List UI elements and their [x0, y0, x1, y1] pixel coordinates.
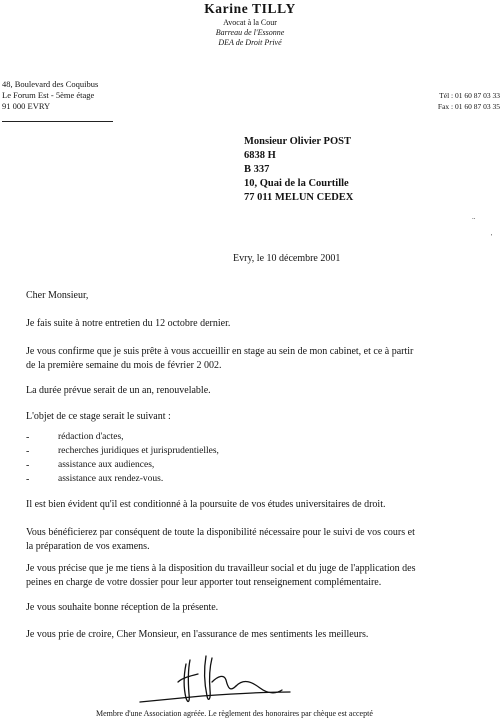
- recipient-line: 77 011 MELUN CEDEX: [244, 192, 354, 203]
- paragraph: Je vous souhaite bonne réception de la présente.: [26, 602, 219, 613]
- paragraph-line: peines en charge de votre dossier pour leur apporter tout renseignement complémentaire.: [26, 577, 382, 588]
- list-item: rédaction d'actes,: [58, 432, 124, 442]
- paragraph-line: la préparation de vos examens.: [26, 541, 150, 552]
- paragraph-line: Je vous confirme que je suis prête à vous accueillir en stage au sein de mon cabinet, et ce à partir: [26, 346, 414, 357]
- list-item: assistance aux rendez-vous.: [58, 474, 164, 484]
- letterhead-title: Avocat à la Cour: [223, 18, 277, 27]
- list-bullet: -: [26, 460, 30, 471]
- recipient-line: 6838 H: [244, 150, 276, 161]
- recipient-line: B 337: [244, 164, 270, 175]
- list-item: assistance aux audiences,: [58, 460, 155, 470]
- paragraph: La durée prévue serait de un an, renouvelable.: [26, 385, 211, 396]
- paragraph: Je fais suite à notre entretien du 12 octobre dernier.: [26, 318, 231, 329]
- list-item: recherches juridiques et jurisprudentielles,: [58, 446, 219, 456]
- recipient-line: Monsieur Olivier POST: [244, 136, 351, 147]
- signature: [120, 652, 380, 710]
- list-bullet: -: [26, 446, 30, 457]
- sender-address-line: 91 000 EVRY: [2, 101, 51, 111]
- salutation: Cher Monsieur,: [26, 290, 89, 301]
- sender-address-line: 48, Boulevard des Coquibus: [2, 79, 99, 89]
- paragraph: L'objet de ce stage serait le suivant :: [26, 411, 171, 422]
- footer-note: Membre d'une Association agréée. Le règlement des honoraires par chèque est accepté: [96, 709, 373, 718]
- paragraph-line: de la première semaine du mois de février 2 002.: [26, 360, 222, 371]
- letterhead-name: Karine TILLY: [204, 1, 296, 16]
- paragraph: Il est bien évident qu'il est conditionné à la poursuite de vos études universitaires de droit.: [26, 499, 386, 510]
- phone-number: Tél : 01 60 87 03 33: [439, 91, 500, 100]
- letterhead-bar: Barreau de l'Essonne: [215, 28, 285, 37]
- sender-address-line: Le Forum Est - 5ème étage: [2, 90, 95, 100]
- list-bullet: -: [26, 432, 30, 443]
- scan-mark: ..: [472, 213, 476, 221]
- sender-divider: [2, 121, 113, 122]
- letter-date: Evry, le 10 décembre 2001: [233, 253, 341, 264]
- paragraph-line: Je vous précise que je me tiens à la disposition du travailleur social et du juge de l'application des: [26, 563, 416, 574]
- letterhead-degree: DEA de Droit Privé: [218, 38, 282, 47]
- paragraph-line: Vous bénéficierez par conséquent de toute la disponibilité nécessaire pour le suivi de vos cours et: [26, 527, 415, 538]
- fax-number: Fax : 01 60 87 03 35: [437, 102, 500, 111]
- list-bullet: -: [26, 474, 30, 485]
- recipient-line: 10, Quai de la Courtille: [244, 178, 349, 189]
- scan-mark: ': [491, 233, 493, 241]
- closing: Je vous prie de croire, Cher Monsieur, en l'assurance de mes sentiments les meilleurs.: [26, 629, 369, 640]
